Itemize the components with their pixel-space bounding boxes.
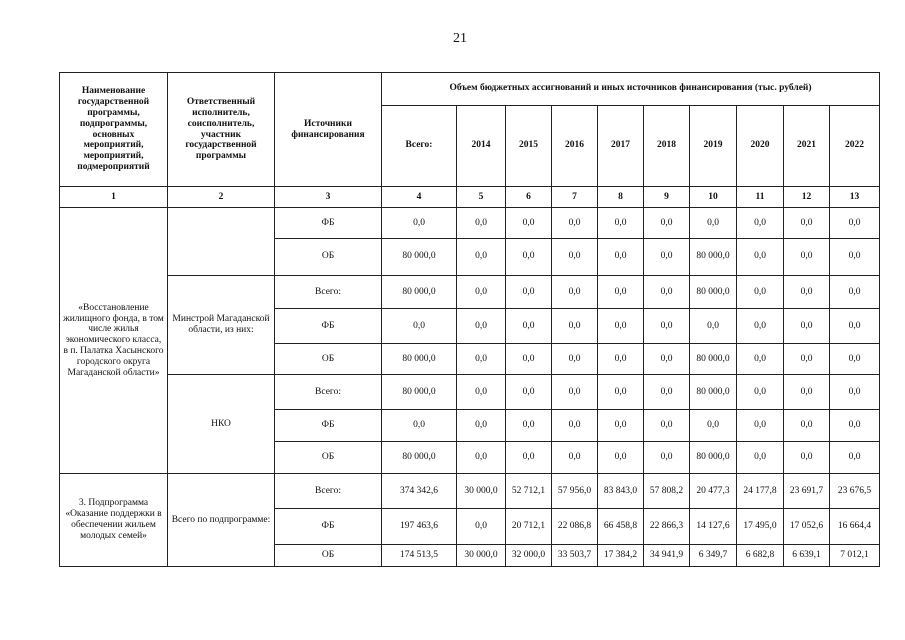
column-number: 10 <box>690 187 737 208</box>
column-number: 12 <box>784 187 830 208</box>
amount-cell: 0,0 <box>830 239 880 276</box>
column-number: 8 <box>598 187 644 208</box>
amount-cell: 83 843,0 <box>598 474 644 509</box>
amount-cell: 0,0 <box>737 208 784 239</box>
amount-cell: 23 691,7 <box>784 474 830 509</box>
amount-cell: 0,0 <box>552 343 598 375</box>
amount-cell: 0,0 <box>830 208 880 239</box>
amount-cell: 6 639,1 <box>784 544 830 567</box>
amount-cell: 22 866,3 <box>644 508 690 544</box>
amount-cell: 0,0 <box>830 309 880 344</box>
section2-executor: Всего по подпрограмме: <box>168 474 275 567</box>
amount-cell: 0,0 <box>506 441 552 474</box>
amount-cell: 0,0 <box>457 410 506 442</box>
amount-cell: 0,0 <box>506 343 552 375</box>
amount-cell: 0,0 <box>457 375 506 410</box>
funding-source: Всего: <box>275 375 382 410</box>
funding-source: ОБ <box>275 343 382 375</box>
amount-cell: 0,0 <box>830 375 880 410</box>
funding-source: ФБ <box>275 410 382 442</box>
amount-cell: 0,0 <box>457 239 506 276</box>
amount-cell: 0,0 <box>644 275 690 309</box>
funding-source: ОБ <box>275 544 382 567</box>
amount-cell: 22 086,8 <box>552 508 598 544</box>
amount-cell: 0,0 <box>382 208 457 239</box>
header-total: Всего: <box>382 105 457 186</box>
section1-name: «Восстановление жилищного фонда, в том числе жилья экономического класса, в п. Палатка Хасынского городского округа Магаданской области» <box>60 208 168 474</box>
amount-cell: 0,0 <box>457 275 506 309</box>
amount-cell: 0,0 <box>552 275 598 309</box>
amount-cell: 0,0 <box>552 208 598 239</box>
header-year: 2015 <box>506 105 552 186</box>
amount-cell: 33 503,7 <box>552 544 598 567</box>
column-number: 5 <box>457 187 506 208</box>
amount-cell: 0,0 <box>737 343 784 375</box>
amount-cell: 0,0 <box>690 410 737 442</box>
header-year: 2014 <box>457 105 506 186</box>
section1-executor-blank <box>168 208 275 275</box>
amount-cell: 80 000,0 <box>382 343 457 375</box>
amount-cell: 0,0 <box>737 441 784 474</box>
amount-cell: 0,0 <box>598 441 644 474</box>
amount-cell: 0,0 <box>644 309 690 344</box>
funding-source: Всего: <box>275 474 382 509</box>
amount-cell: 0,0 <box>644 441 690 474</box>
funding-source: ОБ <box>275 239 382 276</box>
amount-cell: 0,0 <box>506 410 552 442</box>
header-year: 2018 <box>644 105 690 186</box>
funding-source: ОБ <box>275 441 382 474</box>
table-row <box>60 375 880 410</box>
amount-cell: 0,0 <box>382 410 457 442</box>
header-sources: Источники финансирования <box>275 73 382 187</box>
amount-cell: 0,0 <box>784 441 830 474</box>
amount-cell: 80 000,0 <box>690 343 737 375</box>
column-number: 9 <box>644 187 690 208</box>
amount-cell: 0,0 <box>784 208 830 239</box>
amount-cell: 0,0 <box>737 309 784 344</box>
table-row <box>60 474 880 509</box>
amount-cell: 6 349,7 <box>690 544 737 567</box>
amount-cell: 0,0 <box>830 343 880 375</box>
amount-cell: 52 712,1 <box>506 474 552 509</box>
funding-source: ФБ <box>275 508 382 544</box>
amount-cell: 80 000,0 <box>382 441 457 474</box>
column-number: 1 <box>60 187 168 208</box>
amount-cell: 174 513,5 <box>382 544 457 567</box>
amount-cell: 0,0 <box>457 309 506 344</box>
column-number: 11 <box>737 187 784 208</box>
amount-cell: 23 676,5 <box>830 474 880 509</box>
amount-cell: 0,0 <box>457 343 506 375</box>
amount-cell: 0,0 <box>552 410 598 442</box>
amount-cell: 0,0 <box>598 375 644 410</box>
amount-cell: 0,0 <box>784 410 830 442</box>
amount-cell: 0,0 <box>552 309 598 344</box>
amount-cell: 0,0 <box>457 208 506 239</box>
amount-cell: 80 000,0 <box>690 275 737 309</box>
amount-cell: 0,0 <box>690 208 737 239</box>
amount-cell: 0,0 <box>598 275 644 309</box>
amount-cell: 0,0 <box>552 239 598 276</box>
amount-cell: 17 052,6 <box>784 508 830 544</box>
amount-cell: 16 664,4 <box>830 508 880 544</box>
amount-cell: 80 000,0 <box>382 375 457 410</box>
amount-cell: 32 000,0 <box>506 544 552 567</box>
header-name: Наименование государственной программы, подпрограммы, основных мероприятий, мероприятий, подмероприятий <box>60 73 168 187</box>
amount-cell: 20 712,1 <box>506 508 552 544</box>
amount-cell: 374 342,6 <box>382 474 457 509</box>
amount-cell: 0,0 <box>552 441 598 474</box>
executor-minstroy: Минстрой Магаданской области, из них: <box>168 275 275 375</box>
amount-cell: 0,0 <box>506 309 552 344</box>
section2-name: 3. Подпрограмма «Оказание поддержки в обеспечении жильем молодых семей» <box>60 474 168 567</box>
amount-cell: 0,0 <box>598 208 644 239</box>
header-volume: Объем бюджетных ассигнований и иных источников финансирования (тыс. рублей) <box>382 73 880 106</box>
header-year: 2016 <box>552 105 598 186</box>
column-number: 3 <box>275 187 382 208</box>
amount-cell: 24 177,8 <box>737 474 784 509</box>
amount-cell: 57 808,2 <box>644 474 690 509</box>
funding-source: ФБ <box>275 208 382 239</box>
amount-cell: 57 956,0 <box>552 474 598 509</box>
funding-source: ФБ <box>275 309 382 344</box>
amount-cell: 80 000,0 <box>690 375 737 410</box>
amount-cell: 6 682,8 <box>737 544 784 567</box>
amount-cell: 34 941,9 <box>644 544 690 567</box>
amount-cell: 0,0 <box>644 239 690 276</box>
column-number: 4 <box>382 187 457 208</box>
amount-cell: 17 384,2 <box>598 544 644 567</box>
amount-cell: 0,0 <box>506 208 552 239</box>
amount-cell: 0,0 <box>644 410 690 442</box>
column-number: 7 <box>552 187 598 208</box>
amount-cell: 30 000,0 <box>457 544 506 567</box>
amount-cell: 0,0 <box>784 375 830 410</box>
page-number: 21 <box>453 31 467 46</box>
amount-cell: 0,0 <box>506 239 552 276</box>
amount-cell: 197 463,6 <box>382 508 457 544</box>
header-year: 2022 <box>830 105 880 186</box>
amount-cell: 0,0 <box>598 239 644 276</box>
amount-cell: 0,0 <box>737 275 784 309</box>
column-number: 6 <box>506 187 552 208</box>
amount-cell: 0,0 <box>644 208 690 239</box>
amount-cell: 80 000,0 <box>690 441 737 474</box>
amount-cell: 0,0 <box>784 309 830 344</box>
amount-cell: 30 000,0 <box>457 474 506 509</box>
amount-cell: 0,0 <box>784 343 830 375</box>
amount-cell: 20 477,3 <box>690 474 737 509</box>
amount-cell: 0,0 <box>506 375 552 410</box>
amount-cell: 0,0 <box>644 375 690 410</box>
amount-cell: 0,0 <box>598 343 644 375</box>
header-year: 2021 <box>784 105 830 186</box>
amount-cell: 0,0 <box>644 343 690 375</box>
amount-cell: 0,0 <box>830 410 880 442</box>
amount-cell: 0,0 <box>737 375 784 410</box>
amount-cell: 0,0 <box>552 375 598 410</box>
amount-cell: 0,0 <box>737 410 784 442</box>
amount-cell: 66 458,8 <box>598 508 644 544</box>
header-year: 2017 <box>598 105 644 186</box>
column-number: 13 <box>830 187 880 208</box>
table-row <box>60 275 880 309</box>
amount-cell: 0,0 <box>690 309 737 344</box>
amount-cell: 80 000,0 <box>382 239 457 276</box>
amount-cell: 0,0 <box>737 239 784 276</box>
amount-cell: 0,0 <box>784 275 830 309</box>
amount-cell: 0,0 <box>382 309 457 344</box>
amount-cell: 0,0 <box>598 410 644 442</box>
amount-cell: 0,0 <box>598 309 644 344</box>
amount-cell: 17 495,0 <box>737 508 784 544</box>
amount-cell: 0,0 <box>506 275 552 309</box>
amount-cell: 0,0 <box>830 275 880 309</box>
header-year: 2020 <box>737 105 784 186</box>
amount-cell: 0,0 <box>784 239 830 276</box>
header-executor: Ответственный исполнитель, соисполнитель, участник государственной программы <box>168 73 275 187</box>
table-row <box>60 208 880 239</box>
funding-source: Всего: <box>275 275 382 309</box>
amount-cell: 80 000,0 <box>382 275 457 309</box>
header-year: 2019 <box>690 105 737 186</box>
amount-cell: 14 127,6 <box>690 508 737 544</box>
column-number: 2 <box>168 187 275 208</box>
executor-nko: НКО <box>168 375 275 474</box>
amount-cell: 0,0 <box>457 441 506 474</box>
budget-table <box>59 72 880 567</box>
amount-cell: 0,0 <box>457 508 506 544</box>
amount-cell: 0,0 <box>830 441 880 474</box>
amount-cell: 80 000,0 <box>690 239 737 276</box>
amount-cell: 7 012,1 <box>830 544 880 567</box>
